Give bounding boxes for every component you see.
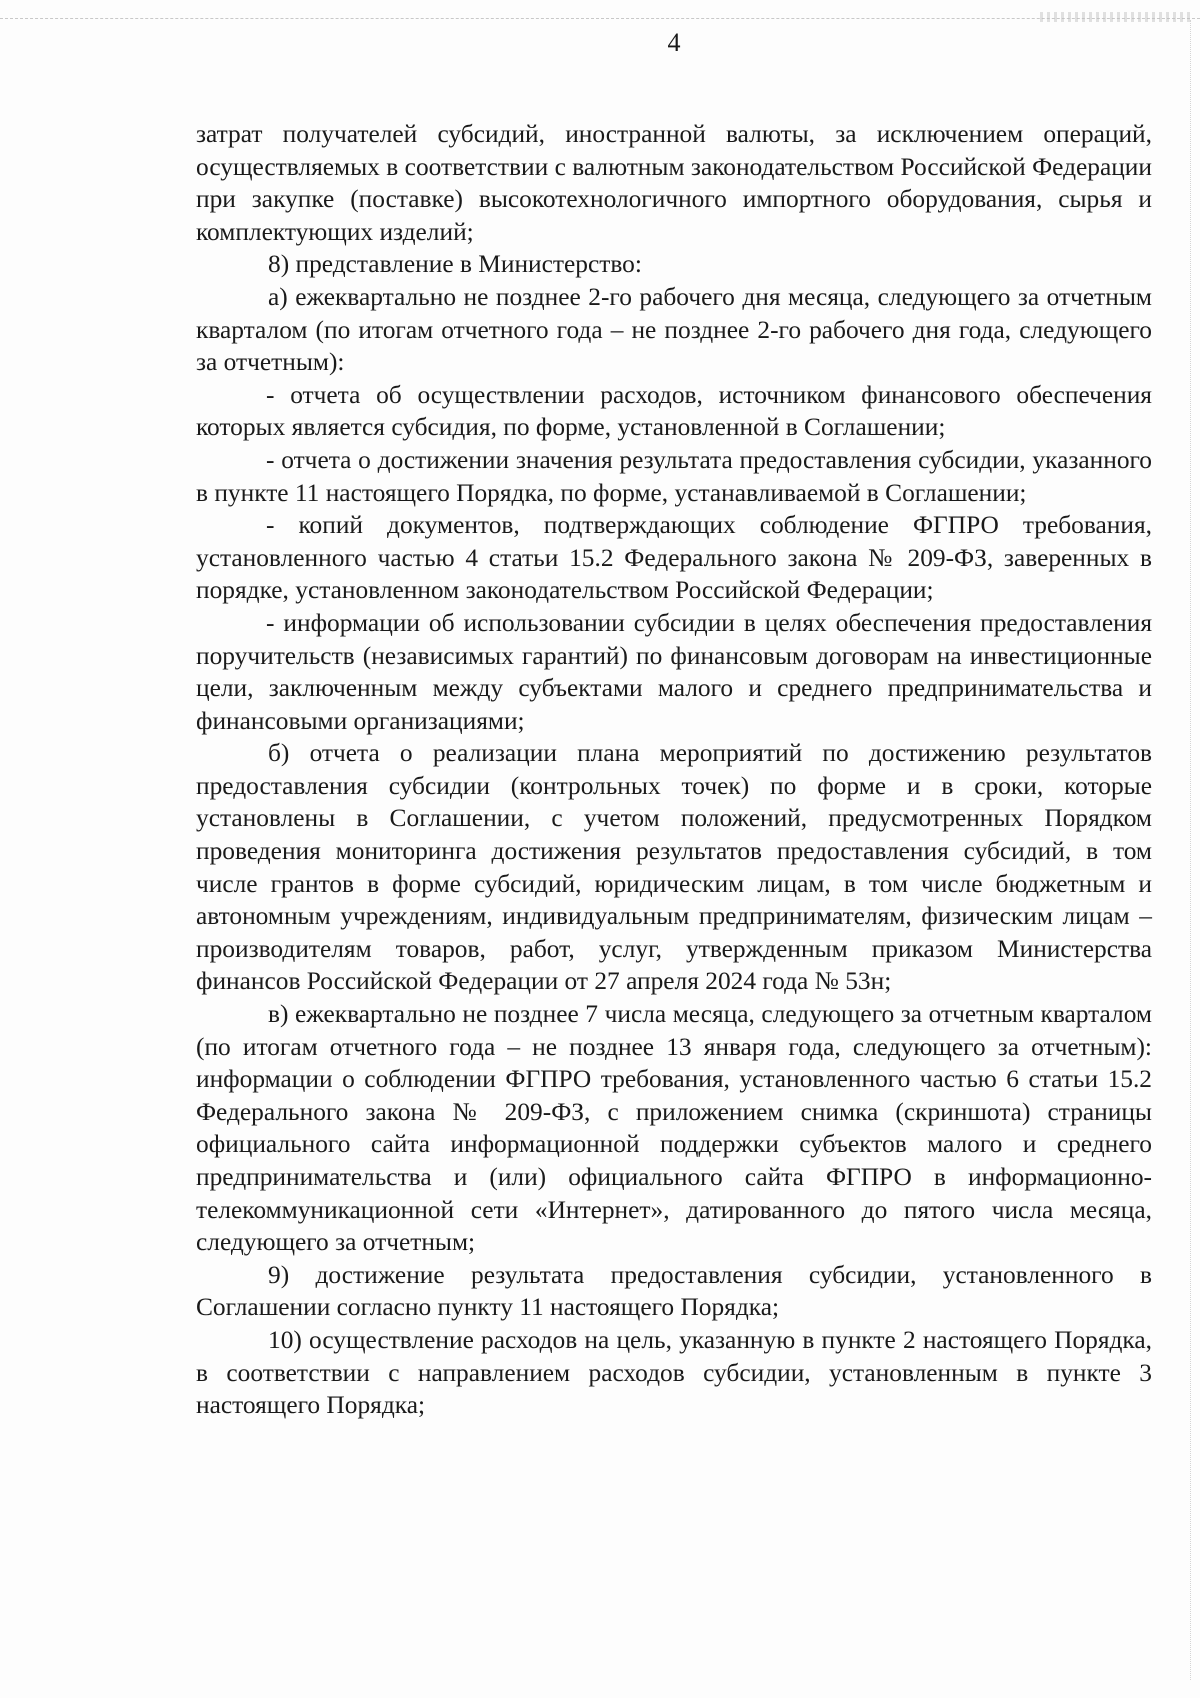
paragraph-bullet-expense-report: - отчета об осуществлении расходов, источником финансового обеспечения которых является субсидия, по форме, установленной в Соглашении; <box>196 380 1152 442</box>
paragraph-continuation: затрат получателей субсидий, иностранной валюты, за исключением операций, осуществляемых в соответствии с валютным законодательством Российской Федерации при закупке (поставке) высокотехнологичного импортного оборудования, сырья и комплектующих изделий; <box>196 120 1152 246</box>
paragraph-bullet-result-report: - отчета о достижении значения результата предоставления субсидии, указанного в пункте 11 настоящего Порядка, по форме, устанавливаемой в Соглашении; <box>196 445 1152 507</box>
paragraph-item-10: 10) осуществление расходов на цель, указанную в пункте 2 настоящего Порядка, в соответствии с направлением расходов субсидии, установленным в пункте 3 настоящего Порядка; <box>196 1325 1152 1420</box>
paragraph-item-8a: а) ежеквартально не позднее 2-го рабочего дня месяца, следующего за отчетным кварталом (по итогам отчетного года – не позднее 2-го рабочего дня года, следующего за отчетным): <box>196 282 1152 377</box>
scan-edge-top <box>0 18 1200 20</box>
paragraph-item-9: 9) достижение результата предоставления субсидии, установленного в Соглашении согласно пункту 11 настоящего Порядка; <box>196 1260 1152 1322</box>
page-number: 4 <box>667 28 681 57</box>
paragraph-item-8b: б) отчета о реализации плана мероприятий по достижению результатов предоставления субсидии (контрольных точек) по форме и в сроки, которые установлены в Соглашении, с учетом положений, предусмотренных Порядком проведения мониторинга достижения результатов предоставления субсидий, в том числе грантов в форме субсидий, юридическим лицам, в том числе бюджетным и автономным учреждениям, индивидуальным предпринимателям, физическим лицам – производителям товаров, работ, услуг, утвержденным приказом Министерства финансов Российской Федерации от 27 апреля 2024 года № 53н; <box>196 739 1152 996</box>
paragraph-bullet-usage-info: - информации об использовании субсидии в целях обеспечения предоставления поручительств (независимых гарантий) по финансовым договорам на инвестиционные цели, заключенным между субъектами малого и среднего предпринимательства и финансовыми организациями; <box>196 608 1152 735</box>
paragraph-bullet-document-copies: - копий документов, подтверждающих соблюдение ФГПРО требования, установленного частью 4 статьи 15.2 Федерального закона № 209-ФЗ, заверенных в порядке, установленном законодательством Российской Федерации; <box>196 511 1152 605</box>
document-body <box>196 118 1152 1422</box>
paragraph-item-8v: в) ежеквартально не позднее 7 числа месяца, следующего за отчетным кварталом (по итогам отчетного года – не позднее 13 января года, следующего за отчетным): информации о соблюдении ФГПРО требования, установленного частью 6 статьи 15.2 Федерального закона № 209-ФЗ, с приложением снимка (скриншота) страницы официального сайта информационной поддержки субъектов малого и среднего предпринимательства и (или) официального сайта ФГПРО в информационно-телекоммуникационной сети «Интернет», датированного до пятого числа месяца, следующего за отчетным; <box>196 1000 1152 1257</box>
scan-noise <box>1040 12 1190 22</box>
paragraph-item-8: 8) представление в Министерство: <box>268 250 642 279</box>
scan-edge-right <box>1190 20 1192 1680</box>
